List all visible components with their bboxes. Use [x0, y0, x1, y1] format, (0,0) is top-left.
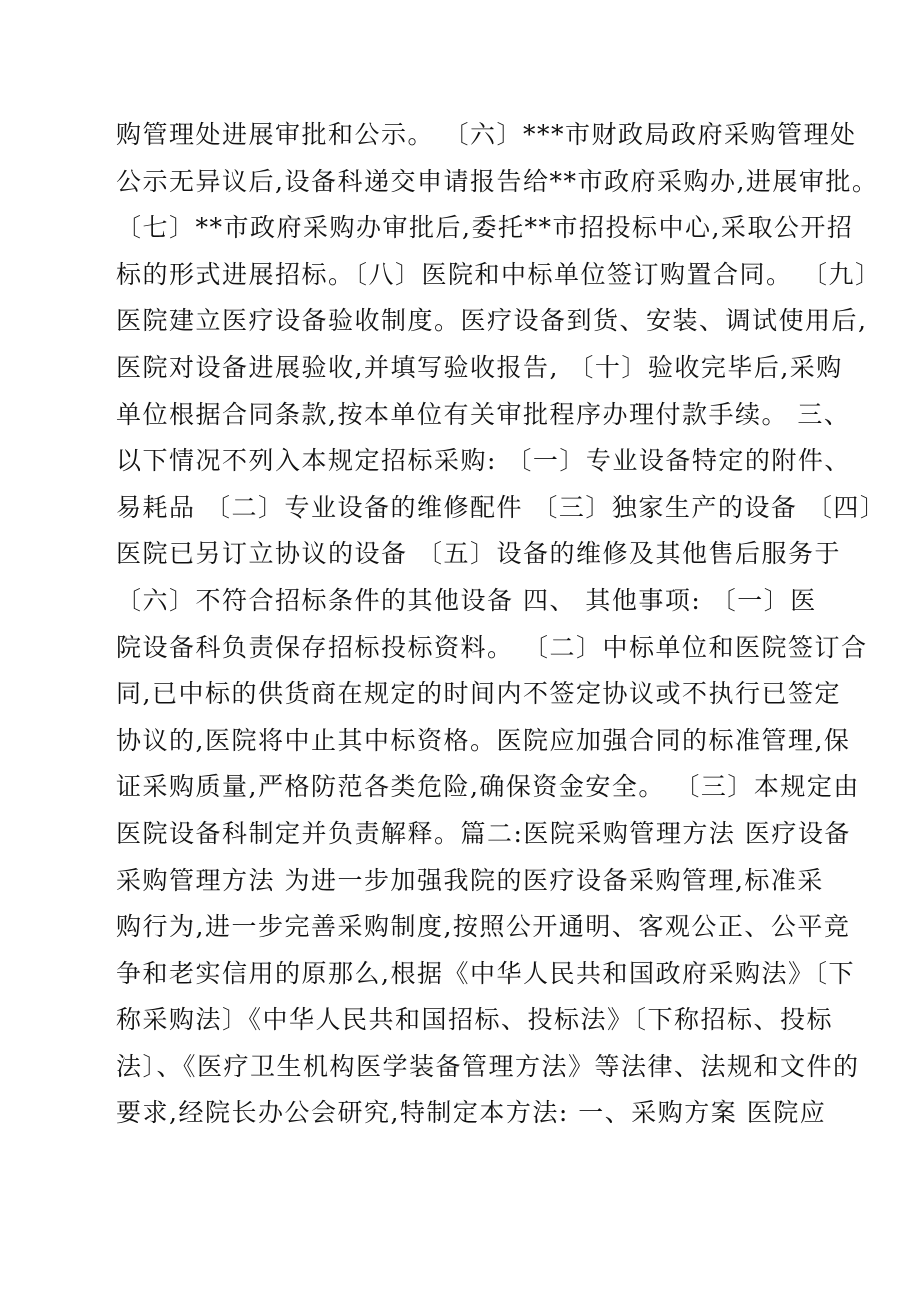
text-line-22: 要求,经院长办公会研究,特制定本方法: 一、采购方案 医院应	[116, 1098, 827, 1128]
text-line-5: 医院建立医疗设备验收制度。医疗设备到货、安装、调试使用后,	[116, 306, 868, 336]
text-line-12: 院设备科负责保存招标投标资料。 〔二〕中标单位和医院签订合	[116, 632, 868, 662]
text-line-4: 标的形式进展招标。〔八〕医院和中标单位签订购置合同。 〔九〕	[116, 259, 882, 289]
text-line-6: 医院对设备进展验收,并填写验收报告, 〔十〕验收完毕后,采购	[116, 352, 843, 382]
text-line-9: 易耗品 〔二〕专业设备的维修配件 〔三〕独家生产的设备 〔四〕	[116, 492, 887, 522]
text-line-18: 购行为,进一步完善采购制度,按照公开通明、客观公正、公平竞	[116, 912, 851, 942]
text-line-14: 协议的,医院将中止其中标资格。医院应加强合同的标准管理,保	[116, 725, 851, 755]
text-line-1: 购管理处进展审批和公示。 〔六〕***市财政局政府采购管理处	[116, 120, 857, 149]
text-line-15: 证采购质量,严格防范各类危险,确保资金安全。 〔三〕本规定由	[116, 772, 860, 802]
text-line-19: 争和老实信用的原那么,根据《中华人民共和国政府采购法》〔下	[116, 958, 855, 988]
body-text	[116, 112, 887, 1137]
text-line-10: 医院已另订立协议的设备 〔五〕设备的维修及其他售后服务于	[116, 539, 841, 569]
text-line-11: 〔六〕不符合招标条件的其他设备 四、 其他事项: 〔一〕医	[116, 585, 817, 615]
text-line-7: 单位根据合同条款,按本单位有关审批程序办理付款手续。 三、	[116, 399, 851, 429]
text-line-3: 〔七〕**市政府采购办审批后,委托**市招投标中心,采取公开招	[116, 213, 854, 243]
text-line-20: 称采购法〕《中华人民共和国招标、投标法》〔下称招标、投标	[116, 1005, 834, 1035]
text-line-8: 以下情况不列入本规定招标采购: 〔一〕专业设备特定的附件、	[116, 446, 851, 476]
text-line-17: 采购管理方法 为进一步加强我院的医疗设备采购管理,标准采	[116, 865, 824, 895]
text-line-16: 医院设备科制定并负责解释。篇二:医院采购管理方法 医疗设备	[116, 818, 851, 848]
text-line-13: 同,已中标的供货商在规定的时间内不签定协议或不执行已签定	[116, 679, 841, 709]
text-line-21: 法〕、《医疗卫生机构医学装备管理方法》等法律、法规和文件的	[116, 1051, 860, 1081]
text-line-2: 公示无异议后,设备科递交申请报告给**市政府采购办,进展审批。	[116, 166, 879, 196]
